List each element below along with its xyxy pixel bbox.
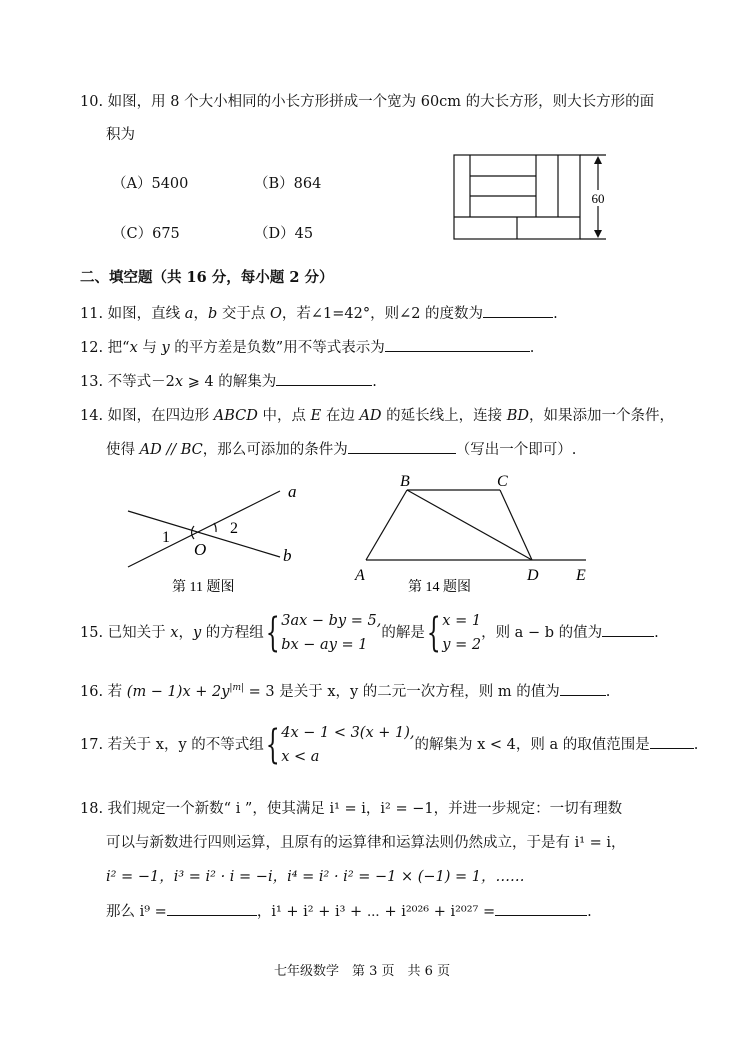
fig14-label-a: A: [355, 567, 365, 584]
q16-exp: |m|: [229, 683, 245, 694]
q10-option-c: （C）675: [112, 226, 180, 242]
q11-answer-blank: [483, 303, 553, 318]
q15-s1: x = 1: [442, 613, 482, 629]
q15-var-x: x: [170, 625, 179, 641]
q12-mid: 与: [137, 340, 162, 356]
fig11-label-1: 1: [162, 529, 170, 546]
q14-post: 的延长线上，连接: [381, 408, 507, 424]
q14-pre: 14. 如图，在四边形: [80, 408, 214, 424]
q13-answer-blank: [276, 371, 372, 386]
q14-bd: BD: [506, 408, 530, 424]
q11-mid: 交于点: [217, 306, 270, 322]
q16-expr: (m − 1)x + 2y: [126, 684, 230, 700]
page-footer: 七年级数学 第 3 页 共 6 页: [274, 964, 451, 979]
q16-end: .: [605, 684, 611, 700]
fig11-caption: 第 11 题图: [172, 580, 235, 595]
q13-end: .: [372, 374, 377, 390]
q15-post: ，则 a − b 的值为: [481, 625, 603, 641]
q13-pre: 13. 不等式－2: [80, 374, 175, 390]
q14-line2: [106, 438, 576, 459]
fig11-angle2-arc: [214, 523, 216, 532]
q15-var-y: y: [192, 625, 202, 641]
q14-line1: [80, 404, 674, 425]
q13: [80, 370, 377, 391]
q15-eq1: 3ax − by = 5,: [281, 613, 382, 629]
q15-end: .: [654, 625, 659, 641]
q10-option-d: （D）45: [254, 226, 314, 242]
q13-post: ⩾ 4 的解集为: [183, 374, 277, 390]
q14-ad: AD: [359, 408, 382, 424]
q11: [80, 302, 558, 323]
q17-in1: 4x − 1 < 3(x + 1),: [281, 725, 415, 741]
fig14-diagonal-bd: [407, 490, 532, 560]
q15-solution: [442, 609, 481, 657]
q11-pre: 11. 如图，直线: [80, 306, 185, 322]
q18-line4-mid: ，i¹ + i² + i³ + ⋯ + i²⁰²⁶ + i²⁰²⁷ =: [256, 904, 496, 920]
q11-var-b: b: [207, 306, 218, 322]
fig14-side-ab: [366, 490, 407, 560]
q10-rectangle-figure: [450, 150, 620, 245]
q14-end: ，如果添加一个条件，: [529, 408, 675, 424]
fig14-label-b: B: [400, 473, 410, 490]
q17-mid: 的解集为 x < 4，则 a 的取值范围是: [414, 737, 650, 753]
q17-brace: {: [265, 722, 280, 768]
fig11-label-2: 2: [230, 520, 238, 537]
q17-pre: 17. 若关于 x，y 的不等式组: [80, 737, 264, 753]
q18-line1: 18. 我们规定一个新数“ i ”，使其满足 i¹ = i，i² = −1，并进一步规定：一切有理数: [80, 801, 623, 817]
q14-line2-pre: 使得: [106, 442, 140, 458]
q10-option-a: （A）5400: [112, 176, 189, 192]
fig14-quadrilateral: [350, 470, 600, 600]
q15-eq2: bx − ay = 1: [281, 637, 368, 653]
q14-line2-end: （写出一个即可）.: [455, 442, 577, 458]
q12: [80, 336, 534, 357]
q13-var-x: x: [174, 374, 184, 390]
q14-mid2: 在边: [321, 408, 360, 424]
section-title: 二、填空题（共 16 分，每小题 2 分）: [80, 269, 334, 286]
q15-brace-left: {: [265, 610, 280, 656]
q11-var-o: O: [269, 306, 282, 322]
q18-answer-blank-2: [495, 901, 587, 916]
q12-pre: 12. 把“: [80, 340, 130, 356]
q15-brace-right: {: [426, 610, 441, 656]
q10-dimension-label: 60: [591, 191, 605, 206]
q11-comma: ，: [193, 306, 208, 322]
q10-option-b: （B）864: [254, 176, 322, 192]
q16-eq: = 3: [244, 684, 275, 700]
q14-line2-mid: ，那么可添加的条件为: [202, 442, 348, 458]
q15-mid: 的方程组: [201, 625, 264, 641]
q11-post: ，若∠1=42°，则∠2 的度数为: [281, 306, 484, 322]
q15-comma: ，: [178, 625, 193, 641]
q18-line4: [106, 900, 592, 921]
q16-post: 是关于 x，y 的二元一次方程，则 m 的值为: [274, 684, 560, 700]
fig11-intersecting-lines: [120, 475, 320, 600]
q12-var-y: y: [161, 340, 170, 356]
q15-s2: y = 2: [442, 637, 482, 653]
q15-pre: 15. 已知关于: [80, 625, 171, 641]
q18-line3: i² = −1，i³ = i² · i = −i，i⁴ = i² · i² = −1 × (−1) = 1，……: [106, 869, 525, 885]
q18-line4-end: .: [587, 904, 592, 920]
q12-var-x: x: [129, 340, 138, 356]
fig14-caption: 第 14 题图: [408, 580, 471, 595]
q18-line2: 可以与新数进行四则运算，且原有的运算律和运算法则仍然成立，于是有 i¹ = i，: [106, 835, 626, 851]
q14-answer-blank: [348, 439, 456, 454]
fig11-angle1-arc: [192, 526, 194, 539]
q16-pre: 16. 若: [80, 684, 127, 700]
q15-answer-blank: [602, 622, 654, 637]
q12-end: .: [529, 340, 535, 356]
fig14-label-d: D: [527, 567, 539, 584]
q14-e: E: [310, 408, 322, 424]
fig11-label-b: b: [283, 546, 292, 565]
q14-mid: 中，点: [257, 408, 311, 424]
arrow-up-icon: [594, 156, 602, 164]
q10-line1: 10. 如图，用 8 个大小相同的小长方形拼成一个宽为 60cm 的大长方形，则大长方形的面: [80, 94, 655, 110]
q16-answer-blank: [560, 681, 606, 696]
q15-system: [281, 609, 381, 657]
q12-post: 的平方差是负数”用不等式表示为: [169, 340, 385, 356]
fig14-side-cd: [500, 490, 532, 560]
q11-var-a: a: [184, 306, 194, 322]
q15-sol-pre: 的解是: [381, 625, 425, 641]
fig14-label-e: E: [576, 567, 586, 584]
fig11-label-a: a: [288, 482, 297, 501]
q14-abcd: ABCD: [213, 408, 258, 424]
q12-answer-blank: [385, 337, 530, 352]
q10-line2: 积为: [106, 127, 135, 143]
arrow-down-icon: [594, 230, 602, 238]
q17-answer-blank: [650, 734, 694, 749]
q16: [80, 680, 610, 701]
q14-parallel: AD // BC: [139, 442, 203, 458]
q18-line4-pre: 那么 i⁹ =: [106, 904, 167, 920]
q17-in2: x < a: [281, 749, 320, 765]
q11-end: .: [553, 306, 558, 322]
q17: [80, 720, 698, 770]
q17-system: [281, 721, 414, 769]
fig11-label-o: O: [194, 540, 207, 559]
fig14-label-c: C: [497, 473, 508, 490]
q15: [80, 608, 659, 658]
q18-answer-blank-1: [167, 901, 257, 916]
q17-end: .: [693, 737, 699, 753]
